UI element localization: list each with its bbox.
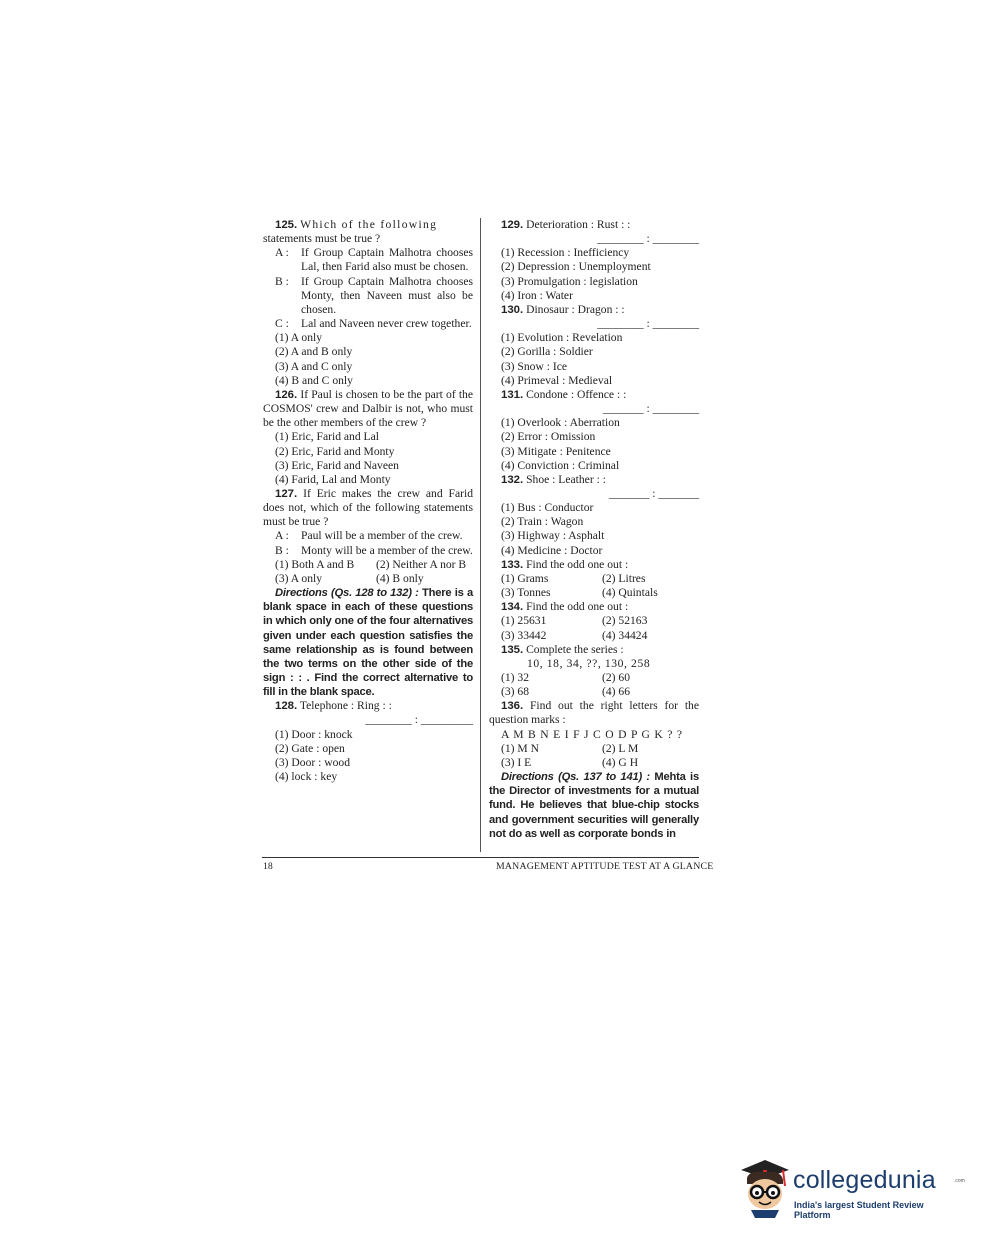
- question-text: statements must be true ?: [263, 232, 381, 246]
- page-number: 18: [263, 861, 273, 872]
- option: (1) A only: [275, 331, 323, 345]
- question-125: [263, 218, 473, 246]
- answer-blank: ________ : ________: [597, 232, 699, 246]
- option-row: [489, 756, 699, 770]
- option: (4) 34424: [602, 628, 648, 642]
- option: (1) Recession : Inefficiency: [501, 246, 630, 260]
- option-row: [489, 629, 699, 643]
- logo-brand-text: collegedunia: [793, 1166, 936, 1194]
- collegedunia-logo: [735, 1156, 965, 1220]
- option: (3) Eric, Farid and Naveen: [275, 458, 399, 472]
- directions-128-132: [263, 586, 473, 699]
- right-column: [489, 218, 699, 841]
- answer-blank: ________ : ________: [597, 317, 699, 331]
- option-row: [489, 614, 699, 628]
- directions-heading: Directions (Qs. 128 to 132) :: [275, 587, 419, 600]
- directions-text: Mehta is the Director of investments for a mutual fund. He believes that blue-chip stocks and government securities will generally not do as well as corporate bonds in: [489, 771, 699, 840]
- question-131: [489, 388, 699, 402]
- question-134: [489, 600, 699, 614]
- option: (3) 68: [501, 685, 530, 699]
- graduate-mascot-icon: [735, 1156, 795, 1220]
- column-divider: [480, 218, 481, 852]
- option: (3) I E: [501, 755, 532, 769]
- question-text: Telephone : Ring : :: [299, 699, 392, 713]
- option: (2) Neither A nor B: [376, 557, 467, 571]
- question-number: 134.: [501, 601, 524, 614]
- statement-a: A : Paul will be a member of the crew.: [275, 529, 463, 543]
- logo-tagline: India's largest Student Review Platform: [794, 1200, 924, 1220]
- option-row: [489, 586, 699, 600]
- question-129: [489, 218, 699, 232]
- question-number: 128.: [275, 700, 298, 713]
- option: (3) Promulgation : legislation: [501, 274, 638, 288]
- directions-137-141: [489, 770, 699, 841]
- statement-a: A : If Group Captain Malhotra chooses Lal, then Farid also must be chosen.: [275, 246, 473, 274]
- option-row: [489, 572, 699, 586]
- option: (4) Conviction : Criminal: [501, 458, 620, 472]
- option: (2) 52163: [602, 614, 648, 628]
- question-number: 127.: [275, 487, 298, 500]
- option-row: [489, 685, 699, 699]
- option: (4) B only: [376, 571, 424, 585]
- question-text: Shoe : Leather : :: [526, 472, 606, 486]
- option: (1) 32: [501, 671, 530, 684]
- question-number: 130.: [501, 303, 524, 316]
- option: (4) G H: [602, 755, 639, 769]
- question-text: Which of the following: [300, 218, 438, 231]
- option: (1) Eric, Farid and Lal: [275, 430, 379, 444]
- option: (3) A only: [275, 571, 323, 585]
- statement-c: C : Lal and Naveen never crew together.: [275, 317, 472, 331]
- option-row: [489, 671, 699, 685]
- question-text: Condone : Offence : :: [526, 387, 627, 401]
- statement-b: B : If Group Captain Malhotra chooses Monty, then Naveen must also be chosen.: [275, 274, 473, 316]
- option: (1) Evolution : Revelation: [501, 331, 623, 345]
- option: (4) Medicine : Doctor: [501, 543, 603, 557]
- answer-blank: _______ : _______: [608, 486, 699, 500]
- option: (4) Quintals: [602, 586, 658, 600]
- answer-blank: ________ : _________: [365, 713, 473, 727]
- option: (1) 25631: [501, 614, 547, 628]
- question-text: Deterioration : Rust : :: [526, 218, 631, 231]
- option: (2) A and B only: [275, 345, 353, 359]
- option: (3) Mitigate : Penitence: [501, 444, 611, 458]
- question-text: Find out the right letters for the question marks :: [489, 699, 699, 727]
- option: (2) Error : Omission: [501, 430, 596, 444]
- question-number: 125.: [275, 219, 298, 231]
- option: (4) Iron : Water: [501, 288, 573, 302]
- option: (4) 66: [602, 685, 631, 699]
- number-series: 10, 18, 34, ??, 130, 258: [527, 656, 651, 670]
- option: (4) lock : key: [275, 770, 338, 784]
- option: (1) Grams: [501, 571, 549, 585]
- question-text: Dinosaur : Dragon : :: [526, 302, 625, 316]
- running-footer-title: MANAGEMENT APTITUDE TEST AT A GLANCE: [496, 861, 714, 872]
- left-column: [263, 218, 473, 784]
- question-number: 133.: [501, 558, 524, 571]
- question-text: Find the odd one out :: [526, 557, 629, 571]
- option: (2) L M: [602, 741, 639, 755]
- answer-blank: _______ : ________: [603, 402, 699, 416]
- question-130: [489, 303, 699, 317]
- option: (4) B and C only: [275, 373, 353, 387]
- option-row: [263, 572, 473, 586]
- question-number: 136.: [501, 700, 524, 713]
- option: (3) 33442: [501, 628, 547, 642]
- question-text: If Paul is chosen to be the part of the COSMOS' crew and Dalbir is not, who must be the other members of the crew ?: [263, 387, 473, 430]
- option: (2) Gate : open: [275, 741, 345, 755]
- directions-heading: Directions (Qs. 137 to 141) :: [501, 771, 650, 784]
- option: (3) Snow : Ice: [501, 359, 568, 373]
- question-128: [263, 699, 473, 713]
- question-number: 135.: [501, 643, 524, 656]
- question-127: [263, 487, 473, 529]
- option-row: [263, 558, 473, 572]
- directions-text: There is a blank space in each of these questions in which only one of the four alternatives given under each question satisfies the same relationship as is found between the two terms on the other side of the sign : : . Find the correct alternative to fill in the blank space.: [263, 587, 473, 699]
- option: (1) Both A and B: [275, 557, 355, 571]
- option: (1) Bus : Conductor: [501, 501, 594, 515]
- option: (1) Door : knock: [275, 727, 353, 741]
- option: (3) Door : wood: [275, 755, 351, 769]
- logo-domain-suffix: .com: [954, 1178, 965, 1184]
- question-133: [489, 558, 699, 572]
- question-number: 132.: [501, 473, 524, 486]
- question-text: Find the odd one out :: [526, 600, 629, 614]
- question-number: 126.: [275, 388, 298, 401]
- question-136: [489, 699, 699, 727]
- statement-b: B : Monty will be a member of the crew.: [275, 543, 473, 557]
- option: (4) Farid, Lal and Monty: [275, 472, 391, 486]
- question-number: 129.: [501, 219, 524, 231]
- option: (2) Depression : Unemployment: [501, 260, 651, 274]
- option: (4) Primeval : Medieval: [501, 373, 613, 387]
- question-text: If Eric makes the crew and Farid does not, which of the following statements must be true ?: [263, 486, 473, 529]
- option: (3) Tonnes: [501, 586, 551, 600]
- option: (2) Eric, Farid and Monty: [275, 444, 395, 458]
- footer-rule: [262, 857, 699, 858]
- option: (2) Litres: [602, 571, 646, 585]
- option: (3) Highway : Asphalt: [501, 529, 605, 543]
- option: (2) 60: [602, 671, 631, 684]
- question-135: [489, 643, 699, 657]
- option-row: [489, 742, 699, 756]
- option: (1) Overlook : Aberration: [501, 416, 620, 430]
- option: (2) Train : Wagon: [501, 515, 584, 529]
- option: (1) M N: [501, 741, 539, 755]
- option: (3) A and C only: [275, 359, 353, 373]
- question-126: [263, 388, 473, 430]
- option: (2) Gorilla : Soldier: [501, 345, 593, 359]
- question-132: [489, 473, 699, 487]
- question-number: 131.: [501, 388, 524, 401]
- question-text: Complete the series :: [526, 642, 624, 656]
- letter-sequence: A M B N E I F J C O D P G K ? ?: [501, 727, 683, 741]
